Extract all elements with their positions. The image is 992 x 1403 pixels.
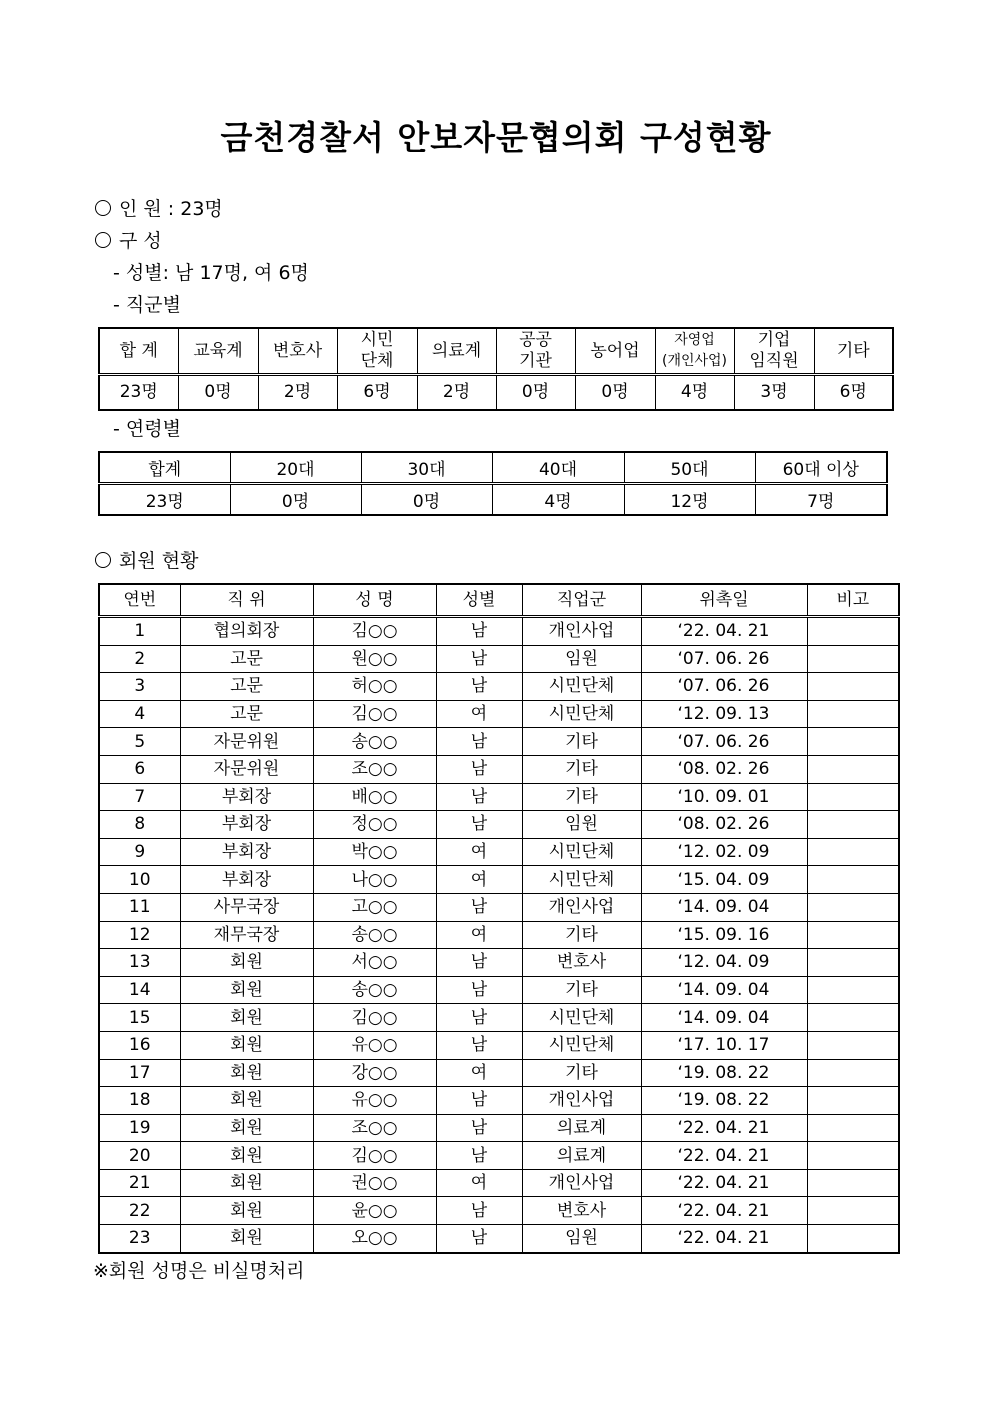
appointed-date-cell: ‘22. 04. 21 <box>641 617 807 646</box>
members-header-cell: 성 명 <box>313 584 436 617</box>
occupation-cell: 변호사 <box>522 949 641 977</box>
appointed-date-cell: ‘22. 04. 21 <box>641 1197 807 1225</box>
appointed-date-cell: ‘14. 09. 04 <box>641 976 807 1004</box>
headcount-line <box>95 194 223 221</box>
table-row <box>99 617 899 646</box>
table-row <box>99 755 899 783</box>
appointed-date-cell: ‘22. 04. 21 <box>641 1142 807 1170</box>
age-value-row <box>99 484 887 516</box>
circle-bullet-icon <box>95 200 111 216</box>
position-cell: 부회장 <box>180 838 313 866</box>
occupation-cell: 의료계 <box>522 1114 641 1142</box>
member-name-cell: 나○○ <box>313 866 436 894</box>
position-cell: 부회장 <box>180 783 313 811</box>
gender-cell: 남 <box>436 811 522 839</box>
appointed-date-cell: ‘12. 04. 09 <box>641 949 807 977</box>
position-cell: 부회장 <box>180 811 313 839</box>
remarks-cell <box>807 1142 899 1170</box>
remarks-cell <box>807 673 899 701</box>
composition-text: 구 성 <box>119 230 162 252</box>
occupation-header-cell: 변호사 <box>258 328 337 375</box>
occupation-cell: 기타 <box>522 755 641 783</box>
age-header-cell: 30대 <box>361 452 492 484</box>
row-number-cell: 6 <box>99 755 180 783</box>
appointed-date-cell: ‘07. 06. 26 <box>641 728 807 756</box>
row-number-cell: 12 <box>99 921 180 949</box>
row-number-cell: 20 <box>99 1142 180 1170</box>
occupation-cell: 임원 <box>522 1225 641 1253</box>
table-row <box>99 949 899 977</box>
position-cell: 회원 <box>180 949 313 977</box>
appointed-date-cell: ‘15. 04. 09 <box>641 866 807 894</box>
occupation-value-cell: 4명 <box>655 375 734 411</box>
gender-cell: 남 <box>436 949 522 977</box>
table-row <box>99 1114 899 1142</box>
table-row <box>99 700 899 728</box>
remarks-cell <box>807 949 899 977</box>
occupation-table <box>98 327 894 411</box>
gender-cell: 여 <box>436 866 522 894</box>
occupation-header-cell: 교육계 <box>178 328 258 375</box>
page-title: 금천경찰서 안보자문협의회 구성현황 <box>220 118 772 157</box>
member-name-cell: 오○○ <box>313 1225 436 1253</box>
table-row <box>99 783 899 811</box>
circle-bullet-icon <box>95 232 111 248</box>
gender-cell: 여 <box>436 838 522 866</box>
occupation-value-cell: 6명 <box>814 375 893 411</box>
table-row <box>99 1197 899 1225</box>
table-row <box>99 921 899 949</box>
occupation-cell: 기타 <box>522 783 641 811</box>
occupation-header-cell: 기타 <box>814 328 893 375</box>
occupation-header-cell: 농어업 <box>575 328 655 375</box>
position-cell: 협의회장 <box>180 617 313 646</box>
table-row <box>99 1004 899 1032</box>
occupation-header-cell: 기업 임직원 <box>734 328 814 375</box>
appointed-date-cell: ‘08. 02. 26 <box>641 811 807 839</box>
occupation-cell: 시민단체 <box>522 1031 641 1059</box>
gender-cell: 남 <box>436 1225 522 1253</box>
age-value-cell: 12명 <box>624 484 755 516</box>
position-cell: 회원 <box>180 1004 313 1032</box>
remarks-cell <box>807 1225 899 1253</box>
table-row <box>99 673 899 701</box>
position-cell: 사무국장 <box>180 893 313 921</box>
age-header-row <box>99 452 887 484</box>
remarks-cell <box>807 617 899 646</box>
occupation-header-row <box>99 328 893 375</box>
remarks-cell <box>807 1004 899 1032</box>
headcount-text: 인 원 : 23명 <box>119 198 223 220</box>
member-name-cell: 윤○○ <box>313 1197 436 1225</box>
position-cell: 고문 <box>180 673 313 701</box>
appointed-date-cell: ‘22. 04. 21 <box>641 1225 807 1253</box>
appointed-date-cell: ‘07. 06. 26 <box>641 645 807 673</box>
table-row <box>99 893 899 921</box>
appointed-date-cell: ‘12. 09. 13 <box>641 700 807 728</box>
remarks-cell <box>807 645 899 673</box>
members-heading <box>95 546 198 573</box>
member-name-cell: 송○○ <box>313 976 436 1004</box>
appointed-date-cell: ‘10. 09. 01 <box>641 783 807 811</box>
appointed-date-cell: ‘22. 04. 21 <box>641 1114 807 1142</box>
occupation-header-cell: 합 계 <box>99 328 178 375</box>
age-header-cell: 20대 <box>230 452 361 484</box>
row-number-cell: 10 <box>99 866 180 894</box>
occupation-cell: 임원 <box>522 645 641 673</box>
members-header-cell: 직업군 <box>522 584 641 617</box>
occupation-header-cell: 공공 기관 <box>496 328 575 375</box>
gender-cell: 남 <box>436 1004 522 1032</box>
occupation-cell: 시민단체 <box>522 1004 641 1032</box>
members-header-cell: 성별 <box>436 584 522 617</box>
table-row <box>99 1059 899 1087</box>
occupation-cell: 시민단체 <box>522 838 641 866</box>
member-name-cell: 김○○ <box>313 617 436 646</box>
member-name-cell: 유○○ <box>313 1087 436 1115</box>
gender-cell: 남 <box>436 976 522 1004</box>
member-name-cell: 권○○ <box>313 1169 436 1197</box>
table-row <box>99 976 899 1004</box>
gender-cell: 남 <box>436 645 522 673</box>
member-name-cell: 고○○ <box>313 893 436 921</box>
gender-cell: 남 <box>436 1142 522 1170</box>
occupation-value-cell: 2명 <box>258 375 337 411</box>
appointed-date-cell: ‘14. 09. 04 <box>641 1004 807 1032</box>
position-cell: 회원 <box>180 1169 313 1197</box>
row-number-cell: 15 <box>99 1004 180 1032</box>
gender-cell: 남 <box>436 893 522 921</box>
table-row <box>99 1225 899 1253</box>
remarks-cell <box>807 728 899 756</box>
remarks-cell <box>807 838 899 866</box>
row-number-cell: 4 <box>99 700 180 728</box>
occupation-cell: 변호사 <box>522 1197 641 1225</box>
member-name-cell: 김○○ <box>313 1142 436 1170</box>
circle-bullet-icon <box>95 552 111 568</box>
remarks-cell <box>807 976 899 1004</box>
member-name-cell: 김○○ <box>313 700 436 728</box>
appointed-date-cell: ‘12. 02. 09 <box>641 838 807 866</box>
appointed-date-cell: ‘17. 10. 17 <box>641 1031 807 1059</box>
gender-cell: 남 <box>436 617 522 646</box>
gender-cell: 여 <box>436 921 522 949</box>
remarks-cell <box>807 700 899 728</box>
occupation-cell: 개인사업 <box>522 1169 641 1197</box>
member-name-cell: 배○○ <box>313 783 436 811</box>
remarks-cell <box>807 1031 899 1059</box>
row-number-cell: 19 <box>99 1114 180 1142</box>
remarks-cell <box>807 755 899 783</box>
occupation-cell: 기타 <box>522 976 641 1004</box>
members-header-cell: 비고 <box>807 584 899 617</box>
member-name-cell: 유○○ <box>313 1031 436 1059</box>
occupation-value-cell: 2명 <box>417 375 496 411</box>
remarks-cell <box>807 866 899 894</box>
age-label: - 연령별 <box>113 418 181 440</box>
row-number-cell: 21 <box>99 1169 180 1197</box>
row-number-cell: 11 <box>99 893 180 921</box>
occupation-value-cell: 0명 <box>496 375 575 411</box>
row-number-cell: 18 <box>99 1087 180 1115</box>
occupation-label: - 직군별 <box>113 294 181 316</box>
age-header-cell: 40대 <box>492 452 624 484</box>
gender-cell: 남 <box>436 1197 522 1225</box>
age-value-cell: 0명 <box>230 484 361 516</box>
remarks-cell <box>807 1114 899 1142</box>
row-number-cell: 5 <box>99 728 180 756</box>
member-name-cell: 송○○ <box>313 728 436 756</box>
gender-cell: 남 <box>436 1031 522 1059</box>
position-cell: 회원 <box>180 1114 313 1142</box>
table-row <box>99 1169 899 1197</box>
gender-cell: 여 <box>436 1059 522 1087</box>
age-header-cell: 합계 <box>99 452 230 484</box>
position-cell: 회원 <box>180 1031 313 1059</box>
age-value-cell: 23명 <box>99 484 230 516</box>
occupation-cell: 의료계 <box>522 1142 641 1170</box>
member-name-cell: 송○○ <box>313 921 436 949</box>
members-table-body <box>99 617 899 1253</box>
gender-cell: 여 <box>436 1169 522 1197</box>
occupation-cell: 임원 <box>522 811 641 839</box>
members-table <box>98 583 900 1254</box>
remarks-cell <box>807 783 899 811</box>
table-row <box>99 1031 899 1059</box>
occupation-value-cell: 0명 <box>178 375 258 411</box>
gender-cell: 남 <box>436 728 522 756</box>
occupation-value-cell: 6명 <box>337 375 417 411</box>
gender-cell: 여 <box>436 700 522 728</box>
row-number-cell: 17 <box>99 1059 180 1087</box>
table-row <box>99 811 899 839</box>
position-cell: 회원 <box>180 1087 313 1115</box>
remarks-cell <box>807 1169 899 1197</box>
members-header-cell: 직 위 <box>180 584 313 617</box>
gender-cell: 남 <box>436 755 522 783</box>
position-cell: 회원 <box>180 976 313 1004</box>
members-heading-text: 회원 현황 <box>119 550 199 572</box>
row-number-cell: 2 <box>99 645 180 673</box>
occupation-header-cell: 의료계 <box>417 328 496 375</box>
footnote: ※회원 성명은 비실명처리 <box>93 1260 305 1282</box>
age-value-cell: 7명 <box>755 484 887 516</box>
appointed-date-cell: ‘15. 09. 16 <box>641 921 807 949</box>
row-number-cell: 16 <box>99 1031 180 1059</box>
member-name-cell: 조○○ <box>313 1114 436 1142</box>
occupation-cell: 시민단체 <box>522 673 641 701</box>
position-cell: 부회장 <box>180 866 313 894</box>
age-header-cell: 50대 <box>624 452 755 484</box>
appointed-date-cell: ‘14. 09. 04 <box>641 893 807 921</box>
member-name-cell: 박○○ <box>313 838 436 866</box>
position-cell: 자문위원 <box>180 755 313 783</box>
table-row <box>99 645 899 673</box>
table-row <box>99 728 899 756</box>
gender-line: - 성별: 남 17명, 여 6명 <box>113 262 309 284</box>
member-name-cell: 강○○ <box>313 1059 436 1087</box>
age-header-cell: 60대 이상 <box>755 452 887 484</box>
remarks-cell <box>807 893 899 921</box>
row-number-cell: 23 <box>99 1225 180 1253</box>
position-cell: 회원 <box>180 1225 313 1253</box>
position-cell: 자문위원 <box>180 728 313 756</box>
members-header-row <box>99 584 899 617</box>
remarks-cell <box>807 1059 899 1087</box>
member-name-cell: 원○○ <box>313 645 436 673</box>
appointed-date-cell: ‘08. 02. 26 <box>641 755 807 783</box>
row-number-cell: 1 <box>99 617 180 646</box>
position-cell: 회원 <box>180 1142 313 1170</box>
occupation-value-cell: 0명 <box>575 375 655 411</box>
appointed-date-cell: ‘19. 08. 22 <box>641 1059 807 1087</box>
appointed-date-cell: ‘07. 06. 26 <box>641 673 807 701</box>
member-name-cell: 서○○ <box>313 949 436 977</box>
position-cell: 회원 <box>180 1059 313 1087</box>
composition-line <box>95 226 162 253</box>
occupation-header-cell: 시민 단체 <box>337 328 417 375</box>
row-number-cell: 7 <box>99 783 180 811</box>
row-number-cell: 3 <box>99 673 180 701</box>
occupation-cell: 시민단체 <box>522 700 641 728</box>
position-cell: 고문 <box>180 645 313 673</box>
appointed-date-cell: ‘19. 08. 22 <box>641 1087 807 1115</box>
member-name-cell: 정○○ <box>313 811 436 839</box>
remarks-cell <box>807 921 899 949</box>
position-cell: 회원 <box>180 1197 313 1225</box>
age-value-cell: 4명 <box>492 484 624 516</box>
appointed-date-cell: ‘22. 04. 21 <box>641 1169 807 1197</box>
remarks-cell <box>807 1087 899 1115</box>
table-row <box>99 1087 899 1115</box>
occupation-cell: 시민단체 <box>522 866 641 894</box>
members-header-cell: 위촉일 <box>641 584 807 617</box>
occupation-header-cell: 자영업 (개인사업) <box>655 328 734 375</box>
gender-cell: 남 <box>436 673 522 701</box>
position-cell: 고문 <box>180 700 313 728</box>
occupation-value-cell: 23명 <box>99 375 178 411</box>
occupation-cell: 개인사업 <box>522 893 641 921</box>
row-number-cell: 9 <box>99 838 180 866</box>
occupation-cell: 기타 <box>522 1059 641 1087</box>
occupation-cell: 개인사업 <box>522 1087 641 1115</box>
occupation-value-row <box>99 375 893 411</box>
position-cell: 재무국장 <box>180 921 313 949</box>
occupation-value-cell: 3명 <box>734 375 814 411</box>
row-number-cell: 13 <box>99 949 180 977</box>
occupation-cell: 기타 <box>522 728 641 756</box>
age-table <box>98 451 888 516</box>
table-row <box>99 866 899 894</box>
member-name-cell: 김○○ <box>313 1004 436 1032</box>
member-name-cell: 허○○ <box>313 673 436 701</box>
gender-cell: 남 <box>436 1114 522 1142</box>
occupation-cell: 기타 <box>522 921 641 949</box>
table-row <box>99 1142 899 1170</box>
gender-cell: 남 <box>436 1087 522 1115</box>
row-number-cell: 14 <box>99 976 180 1004</box>
row-number-cell: 22 <box>99 1197 180 1225</box>
age-value-cell: 0명 <box>361 484 492 516</box>
remarks-cell <box>807 811 899 839</box>
row-number-cell: 8 <box>99 811 180 839</box>
member-name-cell: 조○○ <box>313 755 436 783</box>
members-header-cell: 연번 <box>99 584 180 617</box>
table-row <box>99 838 899 866</box>
gender-cell: 남 <box>436 783 522 811</box>
occupation-cell: 개인사업 <box>522 617 641 646</box>
remarks-cell <box>807 1197 899 1225</box>
